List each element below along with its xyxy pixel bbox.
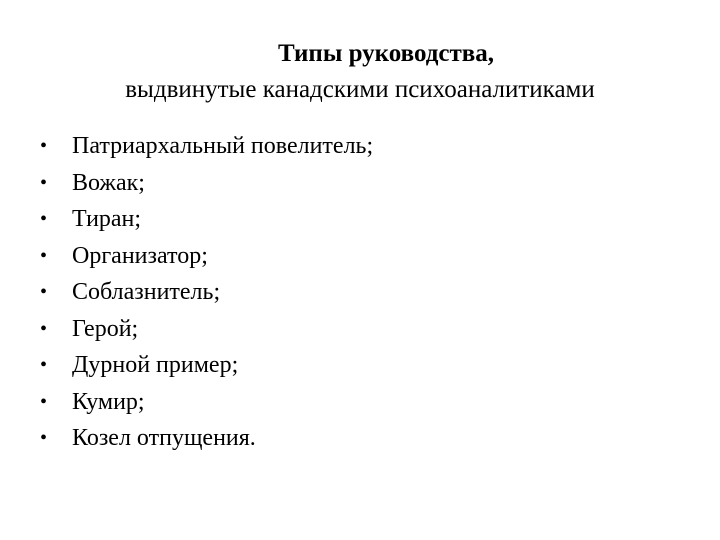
list-item [40, 201, 373, 238]
list-item-text: Козел отпущения. [72, 425, 256, 452]
list-item [40, 128, 373, 165]
list-item [40, 384, 373, 421]
list-item [40, 347, 373, 384]
slide-title [0, 36, 720, 108]
list-item-text: Патриархальный повелитель; [72, 133, 374, 160]
bullet-icon: • [40, 427, 48, 450]
bullet-icon: • [40, 208, 48, 231]
list-item-text: Тиран; [72, 206, 142, 233]
bullet-icon: • [40, 317, 48, 340]
bullet-icon: • [40, 171, 48, 194]
bullet-icon: • [40, 390, 48, 413]
list-item-text: Дурной пример; [72, 352, 239, 379]
list-item [40, 238, 373, 275]
list-item-text: Кумир; [72, 388, 145, 415]
bullet-list [40, 128, 373, 457]
bullet-icon: • [40, 354, 48, 377]
list-item-text: Герой; [72, 315, 139, 342]
list-item [40, 420, 373, 457]
bullet-icon: • [40, 244, 48, 267]
list-item [40, 165, 373, 202]
bullet-icon: • [40, 135, 48, 158]
list-item [40, 311, 373, 348]
slide-title-line-1: Типы руководства, [277, 40, 495, 67]
list-item [40, 274, 373, 311]
list-item-text: Вожак; [72, 169, 145, 196]
list-item-text: Соблазнитель; [72, 279, 221, 306]
bullet-icon: • [40, 281, 48, 304]
list-item-text: Организатор; [72, 242, 208, 269]
slide-title-line-2: выдвинутые канадскими психоаналитиками [125, 76, 595, 103]
